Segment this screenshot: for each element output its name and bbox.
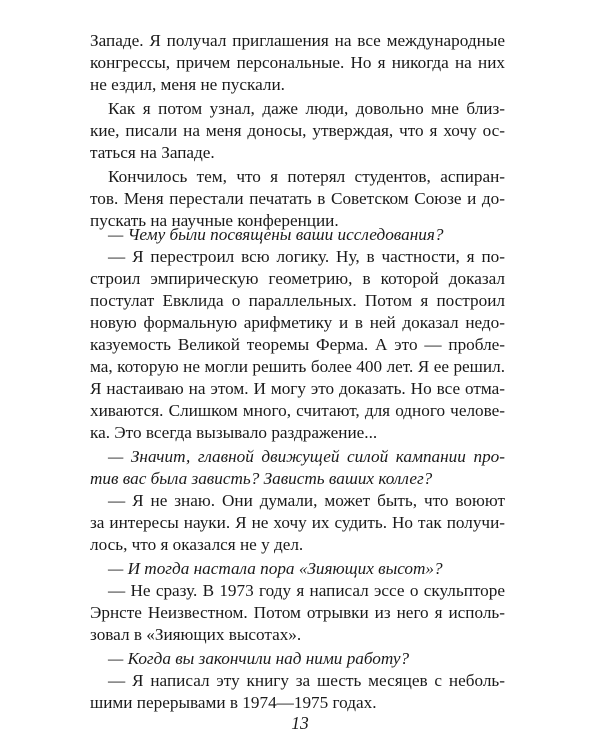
text-line: Кончилось тем, что я потерял студентов, аспиран- <box>108 167 505 186</box>
page-number: 13 <box>291 713 309 733</box>
text-line: за интересы науки. Я не хочу их судить. Но так получи- <box>90 513 505 532</box>
text-line: — Не сразу. В 1973 году я написал эссе о скульпторе <box>108 581 505 600</box>
text-line: Эрнсте Неизвестном. Потом отрывки из него я исполь- <box>90 603 505 622</box>
text-line: тов. Меня перестали печатать в Советском Союзе и до- <box>90 189 505 208</box>
text-line: — Я написал эту книгу за шесть месяцев с неболь- <box>108 671 505 690</box>
text-line: не ездил, меня не пускали. <box>90 75 285 94</box>
text-line: конгрессы, причем персональные. Но я никогда на них <box>90 53 505 72</box>
text-line: Я настаиваю на этом. И могу это доказать. Но все отма- <box>90 379 505 398</box>
text-line: казуемость Великой теоремы Ферма. А это — пробле- <box>90 335 505 354</box>
text-line: зовал в «Зияющих высотах». <box>90 625 302 644</box>
question-line: — Чему были посвящены ваши исследования? <box>108 225 444 244</box>
text-line: ка. Это всегда вызывало раздражение... <box>90 423 378 442</box>
text-line: шими перерывами в 1974—1975 годах. <box>90 693 377 712</box>
text-line: ма, которую не могли решить более 400 лет. Я ее решил. <box>90 357 505 376</box>
text-line: новую формальную арифметику и в ней доказал недо- <box>90 313 505 332</box>
text-line: лось, что я оказался не у дел. <box>90 535 304 554</box>
text-line: Западе. Я получал приглашения на все международные <box>90 31 505 50</box>
text-line: кие, писали на меня доносы, утверждая, что я хочу ос- <box>90 121 505 140</box>
text-line: — Я не знаю. Они думали, может быть, что воюют <box>108 491 505 510</box>
text-line: постулат Евклида о параллельных. Потом я построил <box>90 291 505 310</box>
question-line: — И тогда настала пора «Зияющих высот»? <box>108 559 443 578</box>
question-line: — Когда вы закончили над ними работу? <box>108 649 410 668</box>
question-line: тив вас была зависть? Зависть ваших коллег? <box>90 469 433 488</box>
text-line: строил эмпирическую геометрию, в которой доказал <box>90 269 505 288</box>
text-line: — Я перестроил всю логику. Ну, в частности, я по- <box>108 247 505 266</box>
text-line: Как я потом узнал, даже люди, довольно мне близ- <box>108 99 505 118</box>
text-line: пускать на научные конференции. <box>90 211 339 230</box>
text-line: хиваются. Слишком много, считают, для одного челове- <box>90 401 505 420</box>
text-line: таться на Западе. <box>90 143 215 162</box>
question-line: — Значит, главной движущей силой кампании про- <box>108 447 505 466</box>
